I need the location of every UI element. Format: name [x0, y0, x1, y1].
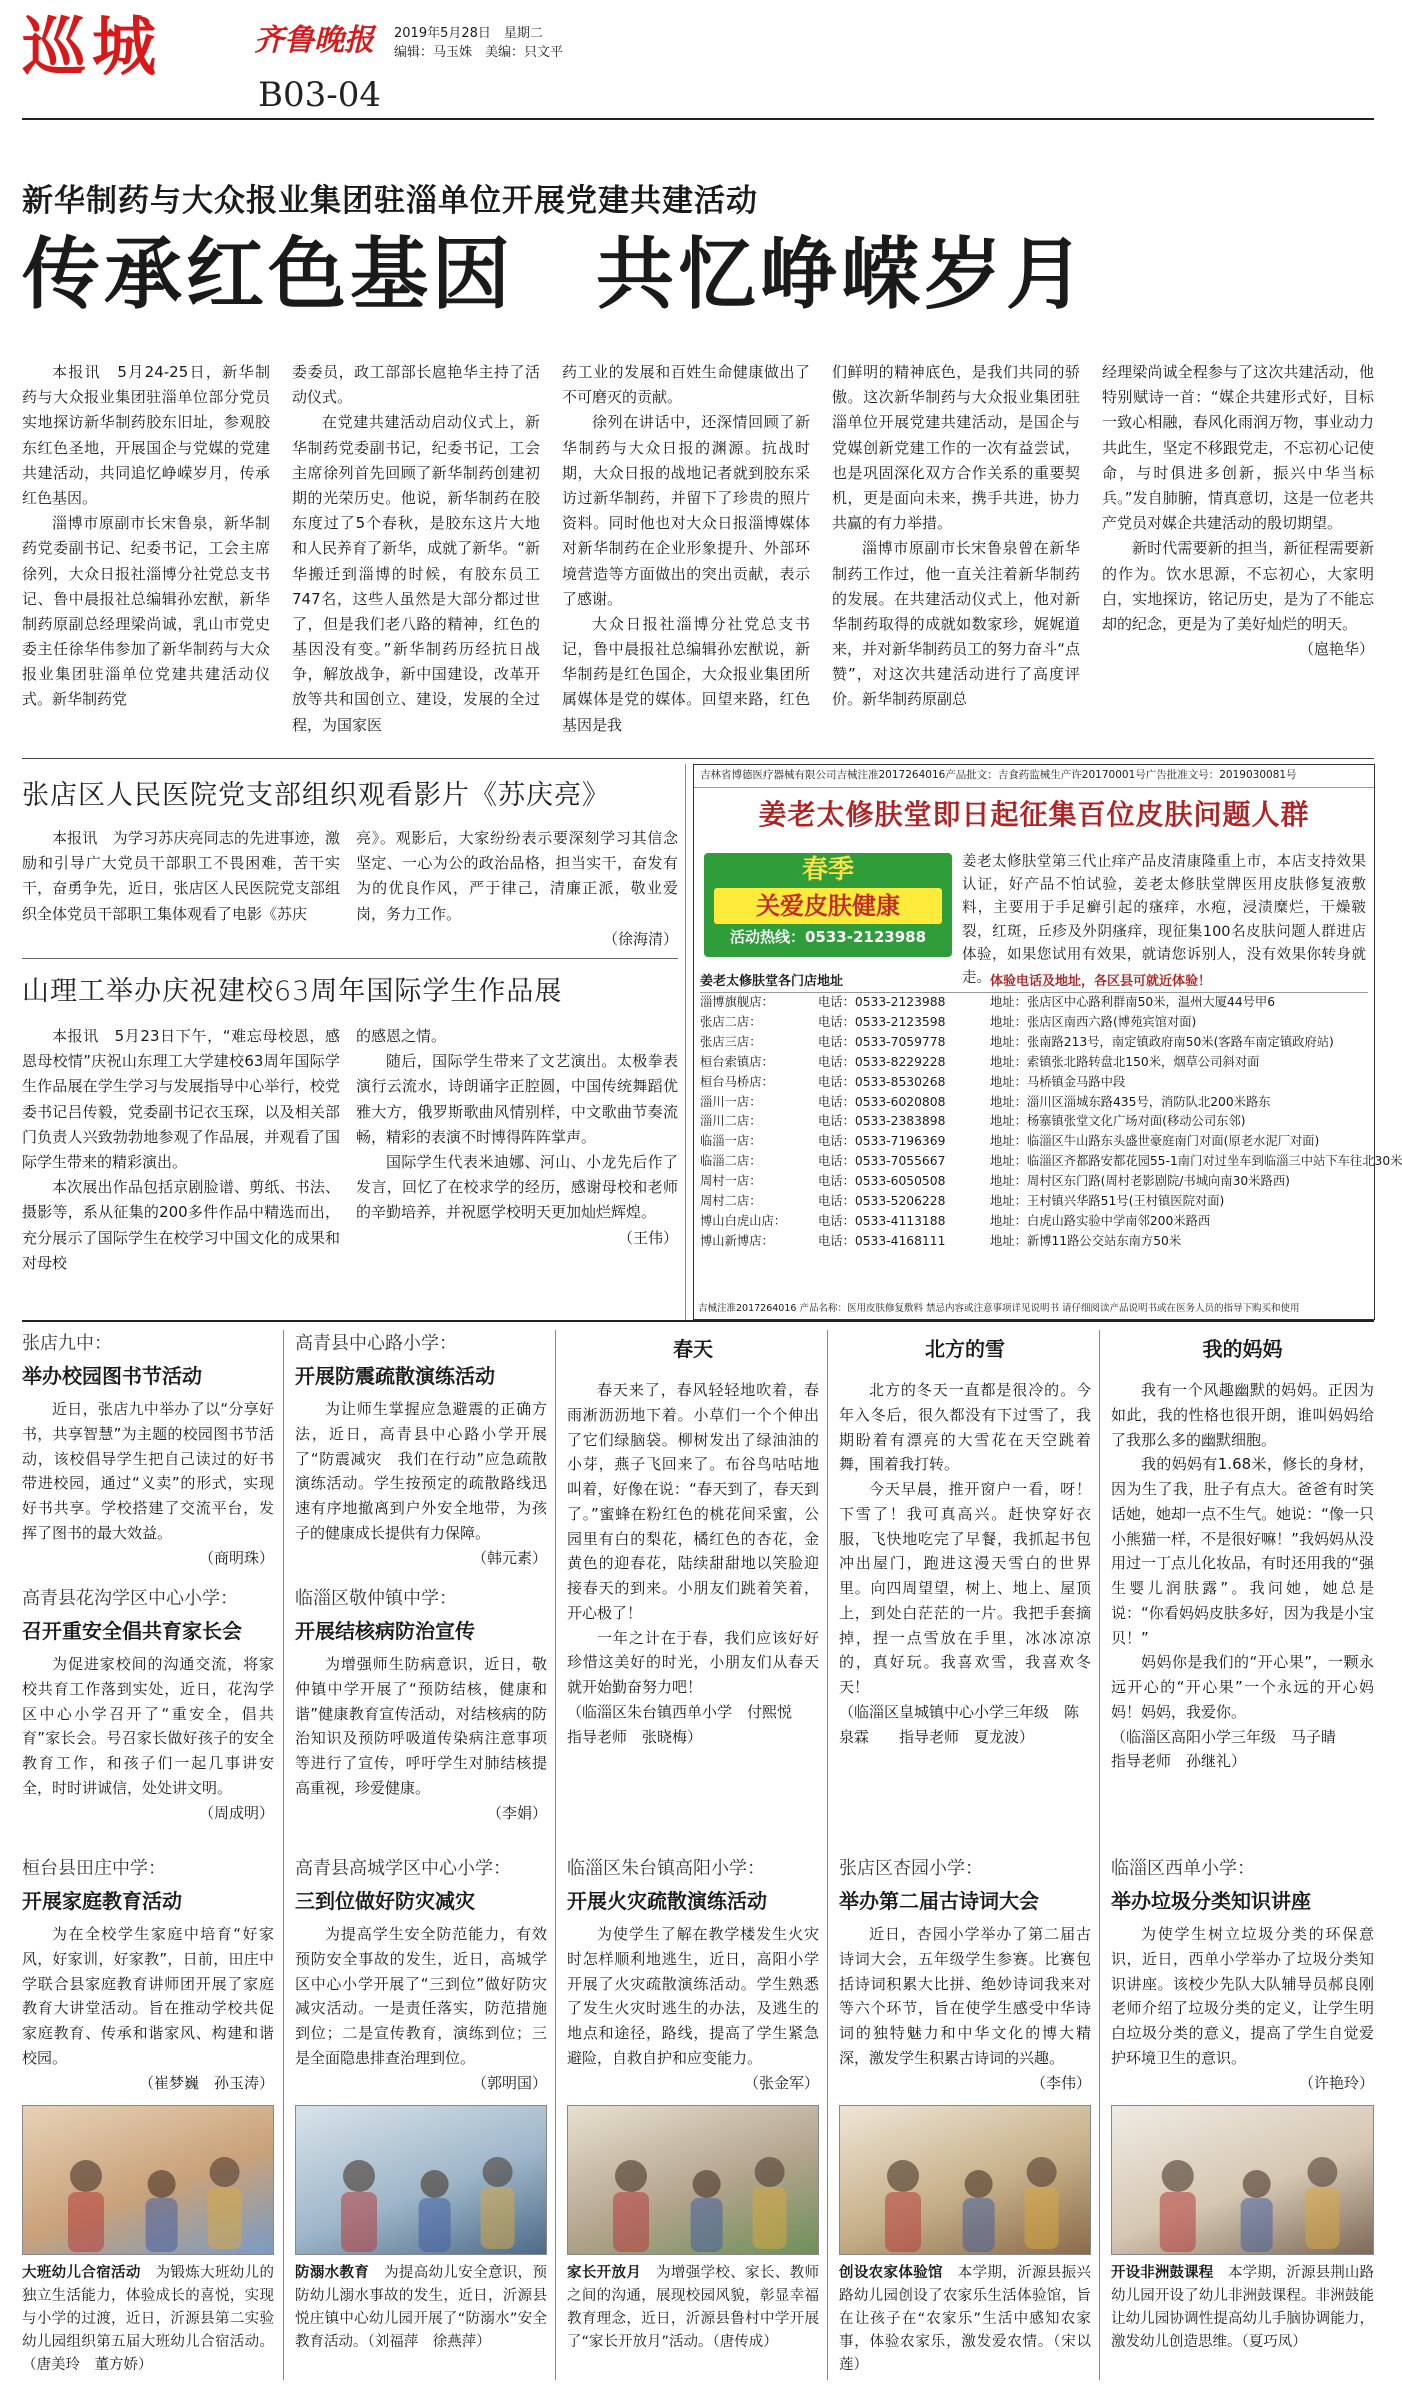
- byline: （崔梦巍 孙玉涛）: [138, 2073, 274, 2092]
- school-news-paragraph: 近日，张店九中举办了以“分享好书，共享智慧”为主题的校园图书节活动，该校倡导学生把自己读过的好书带进校园，通过“义卖”的形式，实现好书共享。学校搭建了交流平台，发挥了图书的最大效益。: [22, 1400, 274, 1542]
- store-address: 地址：马桥镇金马路中段: [990, 1074, 1126, 1089]
- article-headline: 山理工举办庆祝建校63周年国际学生作品展: [22, 976, 563, 1007]
- lead-paragraph: 经理梁尚诚全程参与了这次共建活动，他特别赋诗一首：“媒企共建形式好，目标一致心相融，春风化雨润万物，事业动力共此生，坚定不移跟党走，不忘初心记使命，与时俱进多创新，振兴中华当标兵。”发自肺腑，情真意切，这是一位老共产党员对媒企共建活动的殷切期望。: [1102, 363, 1374, 533]
- school-news-item: [295, 1855, 547, 2100]
- photo-caption-body: 为锻炼大班幼儿的独立生活能力，体验成长的喜悦，实现与小学的过渡，近日，沂源县第二实验幼儿园组织第五届大班幼儿合宿活动。: [22, 2265, 274, 2350]
- article-column: [22, 1024, 340, 1314]
- store-row: [700, 1132, 1368, 1152]
- byline: （唐美玲 董方娇）: [22, 2356, 153, 2373]
- byline: （夏巧凤）: [1241, 2333, 1307, 2350]
- school-news-paragraph: 为在全校学生家庭中培育“好家风，好家训，好家教”，日前，田庄中学联合县家庭教育讲师团开展了家庭教育大讲堂活动。旨在推动学校共促家庭教育、传承和谐家风、构建和谐校园。: [22, 1925, 274, 2067]
- store-address: 地址：王村镇兴华路51号(王村镇医院对面): [990, 1194, 1225, 1209]
- byline: （徐海清）: [602, 929, 678, 948]
- lead-paragraph: 药工业的发展和百姓生命健康做出了不可磨灭的贡献。: [562, 363, 810, 407]
- essay-paragraph: 北方的冬天一直都是很冷的。今年入冬后，很久都没有下过雪了，我期盼着有漂亮的大雪花在天空跳着舞，围着我打转。: [839, 1381, 1091, 1474]
- student-essay: [839, 1334, 1091, 1844]
- store-name: 张店三店：: [700, 1034, 762, 1049]
- school-news-body: [839, 1922, 1091, 2095]
- editors: 编辑：马玉姝 美编：只文平: [394, 45, 564, 60]
- store-address: 地址：张店区南西六路(博苑宾馆对面): [990, 1014, 1197, 1029]
- store-phone: 电话：0533-2123988: [818, 995, 946, 1010]
- divider: [22, 958, 678, 959]
- ad-banner: [704, 853, 952, 957]
- ad-title: 姜老太修肤堂即日起征集百位皮肤问题人群: [758, 797, 1310, 831]
- lead-paragraph: 委委员，政工部部长扈艳华主持了活动仪式。: [292, 363, 540, 407]
- photo-caption-title: 家长开放月: [567, 2265, 642, 2281]
- lead-paragraph: 淄博市原副市长宋鲁泉，新华制药党委副书记、纪委书记，工会主席徐列，大众日报社淄博分社党总支书记、鲁中晨报社总编辑孙宏猷，新华制药原副总经理梁尚诚，乳山市党史委主任徐华伟参加了新华制药与大众报业集团驻淄单位党建共建活动仪式。新华制药党: [22, 514, 270, 709]
- store-name: 临淄二店：: [700, 1154, 762, 1169]
- lead-paragraph: 大众日报社淄博分社党总支书记，鲁中晨报社总编辑孙宏猷说，新华制药是红色国企，大众报业集团所属媒体是党的媒体。回望来路，红色基因是我: [562, 614, 810, 734]
- store-phone: 电话：0533-2123598: [818, 1014, 946, 1029]
- school-news-body: [295, 1922, 547, 2095]
- photo-caption: [1111, 2262, 1374, 2380]
- store-name: 淄博旗舰店：: [700, 995, 774, 1010]
- lead-column-4: [832, 360, 1080, 750]
- store-address: 地址：周村区东门路(周村老影剧院/书城向南30米路西): [990, 1174, 1290, 1189]
- school-news-item: [295, 1585, 547, 1850]
- news-photo: [295, 2105, 547, 2255]
- school-news-body: [22, 1397, 274, 1570]
- school-news-title: 开展结核病防治宣传: [295, 1619, 475, 1643]
- store-phone: 电话：0533-2383898: [818, 1114, 946, 1129]
- school-news-item: [295, 1330, 547, 1580]
- store-address: 地址：淄川区淄城东路435号，消防队北200米路东: [990, 1094, 1271, 1109]
- photo-caption: [295, 2262, 547, 2380]
- store-row: [700, 1073, 1368, 1093]
- advertisement[interactable]: [693, 764, 1402, 1320]
- store-address: 地址：临淄区齐都路安都花园55-1南门对过坐车到临淄三中站下车往北30米: [990, 1154, 1402, 1169]
- essay-paragraph: 春天来了，春风轻轻地吹着，春雨淅沥沥地下着。小草们一个个伸出了它们绿脑袋。柳树发出了绿油油的小芽，燕子飞回来了。布谷鸟咕咕地叫着，好像在说：“春天到了，春天到了。”蜜蜂在粉红色的桃花间采蜜，公园里有白的梨花，橘红色的杏花，金黄色的迎春花，陆续甜甜地以笑脸迎接春天的到来。小朋友们跳着笑着，开心极了！: [567, 1381, 819, 1622]
- lead-paragraph: 新时代需要新的担当，新征程需要新的作为。饮水思源，不忘初心，大家明白，实地探访，铭记历史，是为了不能忘却的纪念，更是为了美好灿烂的明天。: [1102, 539, 1374, 633]
- school-name: 临淄区西单小学：: [1111, 1858, 1255, 1879]
- store-address: 地址：白虎山路实验中学南邻200米路西: [990, 1214, 1211, 1229]
- school-name: 高青县中心路小学：: [295, 1333, 457, 1354]
- column-rule: [283, 1330, 284, 2380]
- school-news-paragraph: 为使学生树立垃圾分类的环保意识，近日，西单小学举办了垃圾分类知识讲座。该校少先队大队辅导员郝良刚老师介绍了垃圾分类的定义，让学生明白垃圾分类的意义，提高了学生自觉爱护环境卫生的意识。: [1111, 1925, 1374, 2067]
- store-row: [700, 1053, 1368, 1073]
- lead-column-2: [292, 360, 540, 750]
- photo-caption-title: 创设农家体验馆: [839, 2265, 943, 2281]
- issue-date: 2019年5月28日 星期二: [394, 26, 543, 41]
- store-phone: 电话：0533-6020808: [818, 1094, 946, 1109]
- store-phone: 电话：0533-7055667: [818, 1154, 946, 1169]
- store-phone: 电话：0533-6050508: [818, 1174, 946, 1189]
- student-essay: [1111, 1334, 1374, 1844]
- ad-body: 姜老太修肤堂第三代止痒产品皮清康隆重上市，本店支持效果认证，好产品不怕试验，姜老太修肤堂牌医用皮肤修复液敷料，主要用于手足癣引起的瘙痒，水疱，浸渍糜烂，干燥皲裂，红斑，丘疹及外阴瘙痒，现征集100名皮肤问题人群进店体验，如果您试用有效果，就请您诉别人，没有效果你转身就走。: [962, 854, 1366, 986]
- lead-paragraph: 徐列在讲话中，还深情回顾了新华制药与大众日报的渊源。抗战时期，大众日报的战地记者就到胶东采访过新华制药，并留下了珍贵的照片资料。同时他也对大众日报淄博媒体对新华制药在企业形象提升、外部环境营造等方面做出的突出贡献，表示了感谢。: [562, 413, 810, 608]
- school-news-body: [22, 1652, 274, 1825]
- essay-paragraph: 我的妈妈有1.68米，修长的身材，因为生了我，肚子有点大。爸爸有时笑话她，她却一点不生气。她说：“像一只小熊猫一样，不是很好嘛！”我妈妈从没用过一丁点儿化妆品，有时还用我的“强生婴儿润肤露”。我问她，她总是说：“你看妈妈皮肤多好，因为我是小宝贝！”: [1111, 1455, 1374, 1647]
- masthead: [22, 10, 1374, 115]
- byline: （周成明）: [198, 1803, 274, 1822]
- store-row: [700, 1013, 1368, 1033]
- school-news-title: 举办校园图书节活动: [22, 1364, 202, 1388]
- photo-caption-title: 防溺水教育: [295, 2265, 370, 2281]
- store-header-right: 体验电话及地址，各区县可就近体验！: [990, 974, 1212, 989]
- school-news-title: 举办垃圾分类知识讲座: [1111, 1889, 1311, 1913]
- store-table: [700, 971, 1402, 1252]
- byline: （临淄区高阳小学三年级 马子睛 指导老师 孙继礼）: [1111, 1727, 1367, 1771]
- ad-license: 吉林省博德医疗器械有限公司吉械注准2017264016产品批文：吉食药监械生产许20170001号广告批准文号：2019030081号: [694, 765, 1374, 788]
- school-news-paragraph: 为让师生掌握应急避震的正确方法，近日，高青县中心路小学开展了“防震减灾 我们在行动”应急疏散演练活动。学生按预定的疏散路线迅速有序地撤离到户外安全地带，为孩子的健康成长提供有力保障。: [295, 1400, 547, 1542]
- byline: （临淄区朱台镇西单小学 付熙悦 指导老师 张晓梅）: [567, 1702, 823, 1746]
- school-name: 张店区杏园小学：: [839, 1858, 983, 1879]
- school-news-body: [567, 1922, 819, 2095]
- store-phone: 电话：0533-4113188: [818, 1214, 946, 1229]
- lead-column-5: [1102, 360, 1374, 750]
- ad-footer: 吉械注准2017264016 产品名称：医用皮肤修复敷料 禁忌内容或注意事项详见说明书 请仔细阅读产品说明书或在医务人员的指导下购买和使用: [698, 1302, 1300, 1314]
- store-name: 桓台索镇店：: [700, 1054, 774, 1069]
- essay-paragraph: 今天早晨，推开窗户一看，呀！下雪了！我可真高兴。赶快穿好衣服，飞快地吃完了早餐，我抓起书包冲出屋门，跑进这漫天雪白的世界里。向四周望望，树上、地上、屋顶上，到处白茫茫的一片。我把手套摘掉，捏一点雪放在手里，冰冰凉凉的，真好玩。我喜欢雪，我喜欢冬天！: [839, 1480, 1091, 1696]
- article-paragraph: 的感恩之情。: [356, 1027, 447, 1045]
- essay-paragraph: 我有一个风趣幽默的妈妈。正因为如此，我的性格也很开朗，谁叫妈妈给了我那么多的幽默细胞。: [1111, 1381, 1374, 1449]
- byline: （宋以莲）: [839, 2333, 1091, 2373]
- photo-figures: [840, 2106, 1092, 2256]
- article-column: [356, 826, 678, 951]
- lead-paragraph: 本报讯 5月24-25日，新华制药与大众报业集团驻淄单位部分党员实地探访新华制药胶东旧址，参观胶东红色圣地，开展国企与党媒的党建共建活动，共同追忆峥嵘岁月，传承红色基因。: [22, 363, 270, 507]
- photo-caption-body: 本学期，沂源县振兴路幼儿园创设了农家乐生活体验馆，旨在让孩子在“农家乐”生活中感知农家事，体验农家乐，激发爱农情。: [839, 2265, 1091, 2350]
- school-news-paragraph: 为提高学生安全防范能力，有效预防安全事故的发生，近日，高城学区中心小学开展了“三到位”做好防灾减灾活动。一是责任落实，防范措施到位；二是宣传教育，演练到位；三是全面隐患排查治理到位。: [295, 1925, 547, 2067]
- school-name: 桓台县田庄中学：: [22, 1858, 166, 1879]
- essay-title: 我的妈妈: [1202, 1337, 1283, 1361]
- store-address: 地址：张南路213号，南定镇政府南50米(客路车南定镇政府站): [990, 1034, 1334, 1049]
- store-phone: 电话：0533-7196369: [818, 1134, 946, 1149]
- article-column: [356, 1024, 678, 1314]
- school-name: 高青县高城学区中心小学：: [295, 1858, 511, 1879]
- lead-subtitle: 新华制药与大众报业集团驻淄单位开展党建共建活动: [22, 183, 758, 219]
- store-name: 淄川一店：: [700, 1094, 762, 1109]
- store-phone: 电话：0533-8530268: [818, 1074, 946, 1089]
- school-news-item: [22, 1855, 274, 2100]
- school-news-body: [22, 1922, 274, 2095]
- photo-caption: [839, 2262, 1091, 2380]
- store-name: 临淄一店：: [700, 1134, 762, 1149]
- store-address: 地址：临淄区牛山路东头盛世豪庭南门对面(原老水泥厂对面): [990, 1134, 1320, 1149]
- essay-body: [567, 1378, 823, 1749]
- column-rule: [827, 1330, 828, 2380]
- photo-caption-body: 本学期，沂源县荆山路幼儿园开设了幼儿非洲鼓课程。非洲鼓能让幼儿园协调性提高幼儿手脑协调能力，激发幼儿创造思维。: [1111, 2265, 1375, 2350]
- column-rule: [555, 1330, 556, 2380]
- divider: [22, 1320, 1374, 1322]
- news-photo: [1111, 2105, 1374, 2255]
- store-name: 周村二店：: [700, 1194, 762, 1209]
- store-address: 地址：张店区中心路利群南50米，温州大厦44号甲6: [990, 995, 1276, 1010]
- school-name: 临淄区敬仲镇中学：: [295, 1588, 457, 1609]
- store-phone: 电话：0533-4168111: [818, 1233, 946, 1248]
- school-news-item: [22, 1585, 274, 1850]
- school-news-paragraph: 为增强师生防病意识，近日，敬仲镇中学开展了“预防结核，健康和谐”健康教育宣传活动，对结核病的防治知识及预防呼吸道传染病注意事项等进行了宣传，呼吁学生对肺结核提高重视，珍爱健康。: [295, 1655, 547, 1797]
- school-name: 临淄区朱台镇高阳小学：: [567, 1858, 765, 1879]
- store-address: 地址：索镇张北路转盘北150米，烟草公司斜对面: [990, 1054, 1260, 1069]
- photo-caption-body: 为增强学校、家长、教师之间的沟通，展现校园风貌，彰显幸福教育理念，近日，沂源县鲁村中学开展了“家长开放月”活动。: [567, 2265, 819, 2350]
- article-paragraph: 随后，国际学生带来了文艺演出。太极拳表演行云流水，诗朗诵字正腔圆，中国传统舞蹈优雅大方，俄罗斯歌曲风情别样，中文歌曲节奏流畅，精彩的表演不时博得阵阵掌声。: [356, 1052, 678, 1146]
- essay-paragraph: 一年之计在于春，我们应该好好珍惜这美好的时光，小朋友们从春天就开始勤奋努力吧！: [567, 1628, 819, 1696]
- byline: （王伟）: [617, 1228, 678, 1247]
- column-rule: [685, 764, 686, 1320]
- photo-caption: [22, 2262, 274, 2380]
- byline: （韩元素）: [471, 1548, 547, 1567]
- school-news-body: [295, 1397, 547, 1570]
- photo-figures: [23, 2106, 275, 2256]
- divider: [22, 758, 1374, 759]
- store-row: [700, 1212, 1368, 1232]
- byline: （刘福萍 徐燕萍）: [367, 2333, 491, 2350]
- store-row: [700, 1152, 1402, 1172]
- article-paragraph: 本报讯 为学习苏庆亮同志的先进事迹，激励和引导广大党员干部职工不畏困难，苦干实干，奋勇争先，近日，张店区人民医院党支部组织全体党员干部职工集体观看了电影《苏庆: [22, 829, 340, 923]
- byline: （张金军）: [743, 2073, 819, 2092]
- school-news-body: [1111, 1922, 1374, 2095]
- school-news-title: 三到位做好防灾减灾: [295, 1889, 475, 1913]
- store-address: 地址：新博11路公交站东南方50米: [990, 1233, 1182, 1248]
- school-news-title: 开展家庭教育活动: [22, 1889, 182, 1913]
- article-column: [22, 826, 340, 951]
- school-news-item: [567, 1855, 819, 2100]
- ad-hotline: 活动热线：0533-2123988: [729, 928, 927, 947]
- essay-title: 春天: [673, 1337, 713, 1361]
- ad-slogan: 关爱皮肤健康: [714, 888, 942, 924]
- store-row: [700, 1172, 1368, 1192]
- school-news-item: [22, 1330, 274, 1580]
- column-rule: [1099, 1330, 1100, 2380]
- school-news-paragraph: 为促进家校间的沟通交流，将家校共育工作落到实处，近日，花沟学区中心小学召开了“重安全，倡共育”家长会。号召家长做好孩子的安全教育工作，和孩子们一起几事讲安全，时时讲诚信，处处讲文明。: [22, 1655, 274, 1797]
- lead-column-1: [22, 360, 270, 750]
- news-photo: [567, 2105, 819, 2255]
- store-row: [700, 1033, 1368, 1053]
- school-news-title: 召开重安全倡共育家长会: [22, 1619, 242, 1643]
- news-photo: [839, 2105, 1091, 2255]
- school-news-title: 开展防震疏散演练活动: [295, 1364, 495, 1388]
- school-name: 张店九中：: [22, 1333, 112, 1354]
- store-name: 博山新博店：: [700, 1233, 774, 1248]
- photo-figures: [568, 2106, 820, 2256]
- photo-caption-title: 开设非洲鼓课程: [1111, 2265, 1214, 2281]
- school-news-item: [1111, 1855, 1374, 2100]
- school-news-item: [839, 1855, 1091, 2100]
- byline: （临淄区皇城镇中心小学三年级 陈泉霖 指导老师 夏龙波）: [839, 1702, 1080, 1746]
- photo-figures: [296, 2106, 548, 2256]
- newspaper-logo: 齐鲁晚报: [254, 23, 374, 58]
- lead-paragraph: 淄博市原副市长宋鲁泉曾在新华制药工作过，他一直关注着新华制药的发展。在共建活动仪式上，他对新华制药取得的成就如数家珍，娓娓道来，并对新华制药员工的努力奋斗“点赞”，对这次共建活动进行了高度评价。新华制药原副总: [832, 539, 1080, 709]
- store-name: 淄川二店：: [700, 1114, 762, 1129]
- lead-headline: 传承红色基因 共忆峥嵘岁月: [22, 229, 1089, 320]
- ad-season: 春季: [801, 855, 854, 885]
- store-row: [700, 1192, 1368, 1212]
- article-paragraph: 本次展出作品包括京剧脸谱、剪纸、书法、摄影等，系从征集的200多件作品中精选而出，充分展示了国际学生在校学习中国文化的成果和对母校: [22, 1178, 340, 1272]
- photo-figures: [1112, 2106, 1375, 2256]
- store-phone: 电话：0533-8229228: [818, 1054, 946, 1069]
- article-paragraph: 本报讯 5月23日下午，“难忘母校恩，感恩母校情”庆祝山东理工大学建校63周年国际学生作品展在学生学习与发展指导中心举行，校党委书记吕传毅，党委副书记衣玉琛，以及相关部门负责人兴致勃勃地参观了作品展，并观看了国际学生带来的精彩演出。: [22, 1027, 340, 1171]
- byline: （扈艳华）: [1298, 640, 1374, 659]
- article-paragraph: 亮》。观影后，大家纷纷表示要深刻学习其信念坚定、一心为公的政治品格，担当实干，奋发有为的优良作风，严于律己，清廉正派，敬业爱岗，务力工作。: [356, 829, 678, 923]
- byline: （李伟）: [1030, 2073, 1091, 2092]
- masthead-divider: [22, 118, 1374, 120]
- photo-caption: [567, 2262, 819, 2380]
- lead-paragraph: 在党建共建活动启动仪式上，新华制药党委副书记，纪委书记，工会主席徐列首先回顾了新华制药创建初期的光荣历史。他说，新华制药在胶东度过了5个春秋，是胶东这片大地和人民养育了新华，成就了新华。“新华搬迁到淄博的时候，有胶东员工747名，这些人虽然是大部分都过世了，但是我们老八路的精神，红色的基因没有变。”新华制药历经抗日战争，解放战争，新中国建设，改革开放等共和国创立、建设，发展的全过程，为国家医: [292, 413, 540, 734]
- page-number: B03-04: [258, 75, 382, 115]
- byline: （郭明国）: [471, 2073, 547, 2092]
- school-news-title: 举办第二届古诗词大会: [839, 1889, 1039, 1913]
- store-phone: 电话：0533-7059778: [818, 1034, 946, 1049]
- store-row: [700, 993, 1368, 1013]
- store-row: [700, 1112, 1368, 1132]
- byline: （商明珠）: [198, 1548, 274, 1567]
- byline: （唐传成）: [712, 2333, 778, 2350]
- school-news-title: 开展火灾疏散演练活动: [567, 1889, 767, 1913]
- store-row: [700, 1093, 1368, 1113]
- student-essay: [567, 1334, 823, 1844]
- lead-column-3: [562, 360, 810, 750]
- article-headline: 张店区人民医院党支部组织观看影片《苏庆亮》: [22, 780, 610, 811]
- store-header-left: 姜老太修肤堂各门店地址: [700, 974, 844, 989]
- photo-caption-title: 大班幼儿合宿活动: [22, 2265, 141, 2281]
- school-news-paragraph: 为使学生了解在教学楼发生火灾时怎样顺利地逃生，近日，高阳小学开展了火灾疏散演练活动。学生熟悉了发生火灾时逃生的办法，及逃生的地点和途径，路线，提高了学生紧急避险，自救自护和应变能力。: [567, 1925, 819, 2067]
- store-name: 张店二店：: [700, 1014, 762, 1029]
- store-name: 桓台马桥店：: [700, 1074, 774, 1089]
- byline: （李娟）: [486, 1803, 547, 1822]
- essay-body: [839, 1378, 1091, 1749]
- lead-paragraph: 们鲜明的精神底色，是我们共同的骄傲。这次新华制药与大众报业集团驻淄单位开展党建共建活动，是国企与党媒创新党建工作的一次有益尝试，也是巩固深化双方合作关系的重要契机，更是面向未来，携手共进，协力共赢的有力举措。: [832, 363, 1080, 533]
- store-name: 周村一店：: [700, 1174, 762, 1189]
- store-address: 地址：杨寨镇张堂文化广场对面(移动公司东邻): [990, 1114, 1246, 1129]
- school-news-paragraph: 近日，杏园小学举办了第二届古诗词大会，五年级学生参赛。比赛包括诗词积累大比拼、绝妙诗词我来对等六个环节，旨在使学生感受中华诗词的独特魅力和中华文化的博大精深，激发学生积累古诗词的兴趣。: [839, 1925, 1091, 2067]
- news-photo: [22, 2105, 274, 2255]
- photo-caption-body: 为提高幼儿安全意识，预防幼儿溺水事故的发生，近日，沂源县悦庄镇中心幼儿园开展了“防溺水”安全教育活动。: [295, 2265, 547, 2350]
- school-news-body: [295, 1652, 547, 1825]
- section-title: 巡城: [22, 10, 162, 85]
- store-table-header: [700, 971, 1368, 993]
- store-name: 博山白虎山店：: [700, 1214, 787, 1229]
- article-paragraph: 国际学生代表米迪娜、河山、小龙先后作了发言，回忆了在校求学的经历，感谢母校和老师的辛勤培养，并祝愿学校明天更加灿烂辉煌。: [356, 1152, 678, 1222]
- essay-body: [1111, 1378, 1374, 1774]
- store-phone: 电话：0533-5206228: [818, 1194, 946, 1209]
- store-row: [700, 1232, 1368, 1252]
- essay-paragraph: 妈妈你是我们的“开心果”，一颗永远开心的“开心果”一个永远的开心妈妈！妈妈，我爱你。: [1111, 1653, 1374, 1721]
- school-name: 高青县花沟学区中心小学：: [22, 1588, 238, 1609]
- essay-title: 北方的雪: [925, 1337, 1005, 1361]
- byline: （许艳玲）: [1298, 2073, 1374, 2092]
